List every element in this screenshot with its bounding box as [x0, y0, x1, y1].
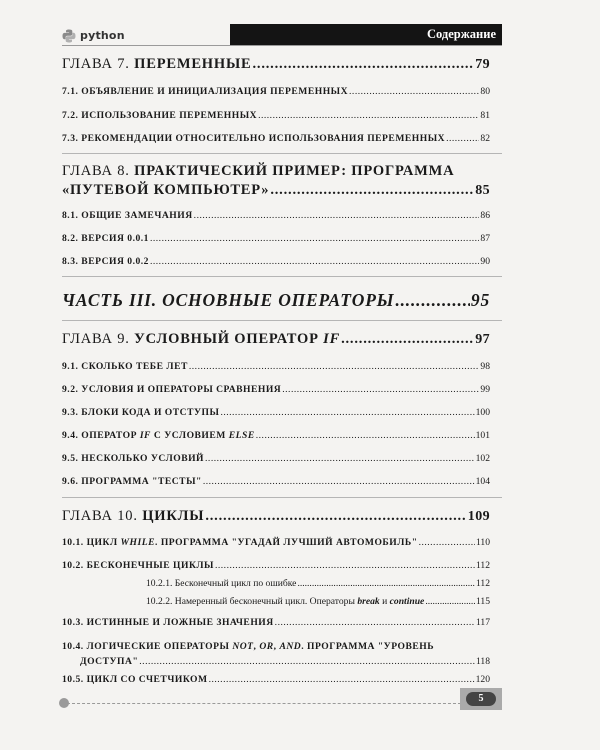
- toc-leader: [341, 331, 474, 348]
- toc-leader: [205, 453, 475, 464]
- section-title: 10.2. БЕСКОНЕЧНЫЕ ЦИКЛЫ: [62, 560, 214, 571]
- toc-section-9-6[interactable]: [62, 476, 490, 487]
- page-number: 115: [475, 596, 490, 607]
- header-title: Содержание: [426, 27, 496, 41]
- section-title: 8.1. ОБЩИЕ ЗАМЕЧАНИЯ: [62, 210, 193, 221]
- page-number: 117: [475, 617, 490, 628]
- page-number-badge: 5: [466, 692, 496, 706]
- keyword: NOT: [232, 641, 254, 652]
- toc-leader: [258, 110, 479, 121]
- chapter-title: ПЕРЕМЕННЫЕ: [134, 56, 252, 72]
- keyword: IF: [139, 430, 151, 441]
- toc-leader: [297, 578, 475, 589]
- toc-section-9-3[interactable]: [62, 407, 490, 418]
- keyword: AND: [279, 641, 302, 652]
- separator: ,: [253, 641, 260, 652]
- toc-leader: [395, 290, 469, 311]
- footer-tab: [460, 688, 502, 710]
- keyword: OR: [259, 641, 274, 652]
- header-brand: python: [80, 29, 125, 42]
- toc-section-10-4-line1[interactable]: [62, 641, 490, 652]
- toc-leader: [425, 596, 475, 607]
- toc-leader: [209, 674, 475, 685]
- page-number: 110: [475, 537, 490, 548]
- toc-section-9-1[interactable]: [62, 361, 490, 372]
- toc-subsection-10-2-2[interactable]: [146, 596, 490, 607]
- toc-leader: [282, 384, 479, 395]
- chapter-prefix: ГЛАВА 10.: [62, 508, 143, 524]
- page-number: 104: [475, 476, 490, 487]
- page-number: 80: [480, 86, 490, 97]
- page-number: 86: [480, 210, 490, 221]
- page-number: 95: [470, 290, 490, 310]
- keyword: break: [357, 596, 380, 607]
- page-number: 102: [475, 453, 490, 464]
- page-number: 99: [480, 384, 490, 395]
- section-title: 10.3. ИСТИННЫЕ И ЛОЖНЫЕ ЗНАЧЕНИЯ: [62, 617, 274, 628]
- toc-leader: [150, 256, 479, 267]
- toc-leader: [220, 407, 474, 418]
- page-number: 87: [480, 233, 490, 244]
- toc-chapter-8-line1[interactable]: [62, 163, 490, 180]
- toc-section-10-1[interactable]: [62, 537, 490, 548]
- section-title: 9.4. ОПЕРАТОР: [62, 430, 140, 441]
- toc-section-8-2[interactable]: [62, 233, 490, 244]
- toc-section-8-3[interactable]: [62, 256, 490, 267]
- python-logo-icon: [62, 29, 76, 43]
- divider: [62, 497, 502, 498]
- toc-chapter-10[interactable]: [62, 508, 490, 525]
- chapter-prefix: ГЛАВА 8.: [62, 163, 135, 179]
- footer-rule: [67, 703, 461, 704]
- toc-leader: [256, 430, 475, 441]
- section-title: 9.5. НЕСКОЛЬКО УСЛОВИЙ: [62, 453, 205, 464]
- toc-leader: [194, 210, 480, 221]
- separator: ,: [273, 641, 280, 652]
- chapter-title: ПРАКТИЧЕСКИЙ ПРИМЕР: ПРОГРАММА: [134, 163, 455, 179]
- toc-section-9-4[interactable]: [62, 430, 490, 441]
- toc-section-8-1[interactable]: [62, 210, 490, 221]
- section-title-cont: ДОСТУПА": [80, 656, 139, 667]
- page-number: 82: [480, 133, 490, 144]
- section-title: 10.1. ЦИКЛ: [62, 537, 121, 548]
- toc-leader: [252, 56, 474, 73]
- page-number: 112: [475, 560, 490, 571]
- chapter-title-cont: «ПУТЕВОЙ КОМПЬЮТЕР»: [62, 182, 270, 198]
- toc-leader: [446, 133, 479, 144]
- subsection-title-part: и: [379, 596, 390, 607]
- keyword: WHILE: [120, 537, 156, 548]
- keyword: continue: [389, 596, 425, 607]
- chapter-title: ЦИКЛЫ: [142, 508, 205, 524]
- chapter-title-keyword: IF: [323, 331, 341, 347]
- divider: [62, 276, 502, 277]
- toc-section-10-2[interactable]: [62, 560, 490, 571]
- toc-chapter-7[interactable]: [62, 56, 490, 73]
- page-number: 118: [475, 656, 490, 667]
- page-number: 85: [475, 183, 490, 198]
- section-title: 10.5. ЦИКЛ СО СЧЕТЧИКОМ: [62, 674, 208, 685]
- toc-leader: [215, 560, 475, 571]
- header-title-bar: [230, 24, 502, 46]
- section-title-part: . ПРОГРАММА "УГАДАЙ ЛУЧШИЙ АВТОМОБИЛЬ": [155, 537, 418, 548]
- section-title-part: С УСЛОВИЕМ: [150, 430, 229, 441]
- toc-leader: [275, 617, 475, 628]
- toc-leader: [205, 508, 466, 525]
- toc-subsection-10-2-1[interactable]: [146, 578, 490, 589]
- toc-section-7-3[interactable]: [62, 133, 490, 144]
- page-number: 100: [475, 407, 490, 418]
- keyword: ELSE: [228, 430, 255, 441]
- chapter-prefix: ГЛАВА 7.: [62, 56, 135, 72]
- toc-section-10-4[interactable]: [62, 656, 490, 667]
- toc-leader: [419, 537, 475, 548]
- toc-section-9-2[interactable]: [62, 384, 490, 395]
- section-title: 7.3. РЕКОМЕНДАЦИИ ОТНОСИТЕЛЬНО ИСПОЛЬЗОВАНИЯ ПЕРЕМЕННЫХ: [62, 133, 446, 144]
- toc-section-7-2[interactable]: [62, 110, 490, 121]
- section-title: 10.4. ЛОГИЧЕСКИЕ ОПЕРАТОРЫ: [62, 641, 233, 652]
- page-number: 97: [475, 332, 490, 347]
- section-title: 9.6. ПРОГРАММА "ТЕСТЫ": [62, 476, 202, 487]
- toc-leader: [139, 656, 475, 667]
- toc-leader: [203, 476, 475, 487]
- page-number: 101: [475, 430, 490, 441]
- section-title: 8.3. ВЕРСИЯ 0.0.2: [62, 256, 149, 267]
- page-number: 120: [475, 674, 490, 685]
- page-number: 90: [480, 256, 490, 267]
- page-number: 79: [475, 57, 490, 72]
- toc-section-10-5[interactable]: [62, 674, 490, 685]
- section-title: 9.1. СКОЛЬКО ТЕБЕ ЛЕТ: [62, 361, 188, 372]
- toc-section-10-3[interactable]: [62, 617, 490, 628]
- section-title: 7.1. ОБЪЯВЛЕНИЕ И ИНИЦИАЛИЗАЦИЯ ПЕРЕМЕННЫХ: [62, 86, 349, 97]
- section-title-part: . ПРОГРАММА "УРОВЕНЬ: [301, 641, 435, 652]
- section-title: 9.3. БЛОКИ КОДА И ОТСТУПЫ: [62, 407, 220, 418]
- page-number: 98: [480, 361, 490, 372]
- toc-chapter-9[interactable]: [62, 331, 490, 348]
- page-number: 81: [480, 110, 490, 121]
- subsection-title: 10.2.1. Бесконечный цикл по ошибке: [146, 578, 297, 589]
- toc-leader: [150, 233, 479, 244]
- part-title: ЧАСТЬ III. ОСНОВНЫЕ ОПЕРАТОРЫ: [62, 290, 395, 310]
- section-title: 9.2. УСЛОВИЯ И ОПЕРАТОРЫ СРАВНЕНИЯ: [62, 384, 282, 395]
- page-number: 112: [475, 578, 490, 589]
- page-number: 109: [467, 509, 490, 524]
- toc-leader: [270, 182, 474, 199]
- subsection-title: 10.2.2. Намеренный бесконечный цикл. Операторы: [146, 596, 358, 607]
- toc-leader: [349, 86, 479, 97]
- section-title: 8.2. ВЕРСИЯ 0.0.1: [62, 233, 149, 244]
- toc-section-9-5[interactable]: [62, 453, 490, 464]
- toc-section-7-1[interactable]: [62, 86, 490, 97]
- chapter-title: УСЛОВНЫЙ ОПЕРАТОР: [134, 331, 324, 347]
- header-rule: [62, 45, 502, 46]
- toc-chapter-8[interactable]: [62, 182, 490, 199]
- chapter-prefix: ГЛАВА 9.: [62, 331, 135, 347]
- divider: [62, 320, 502, 321]
- section-title: 7.2. ИСПОЛЬЗОВАНИЕ ПЕРЕМЕННЫХ: [62, 110, 258, 121]
- divider: [62, 153, 502, 154]
- toc-part-3[interactable]: [62, 290, 490, 311]
- toc-leader: [189, 361, 480, 372]
